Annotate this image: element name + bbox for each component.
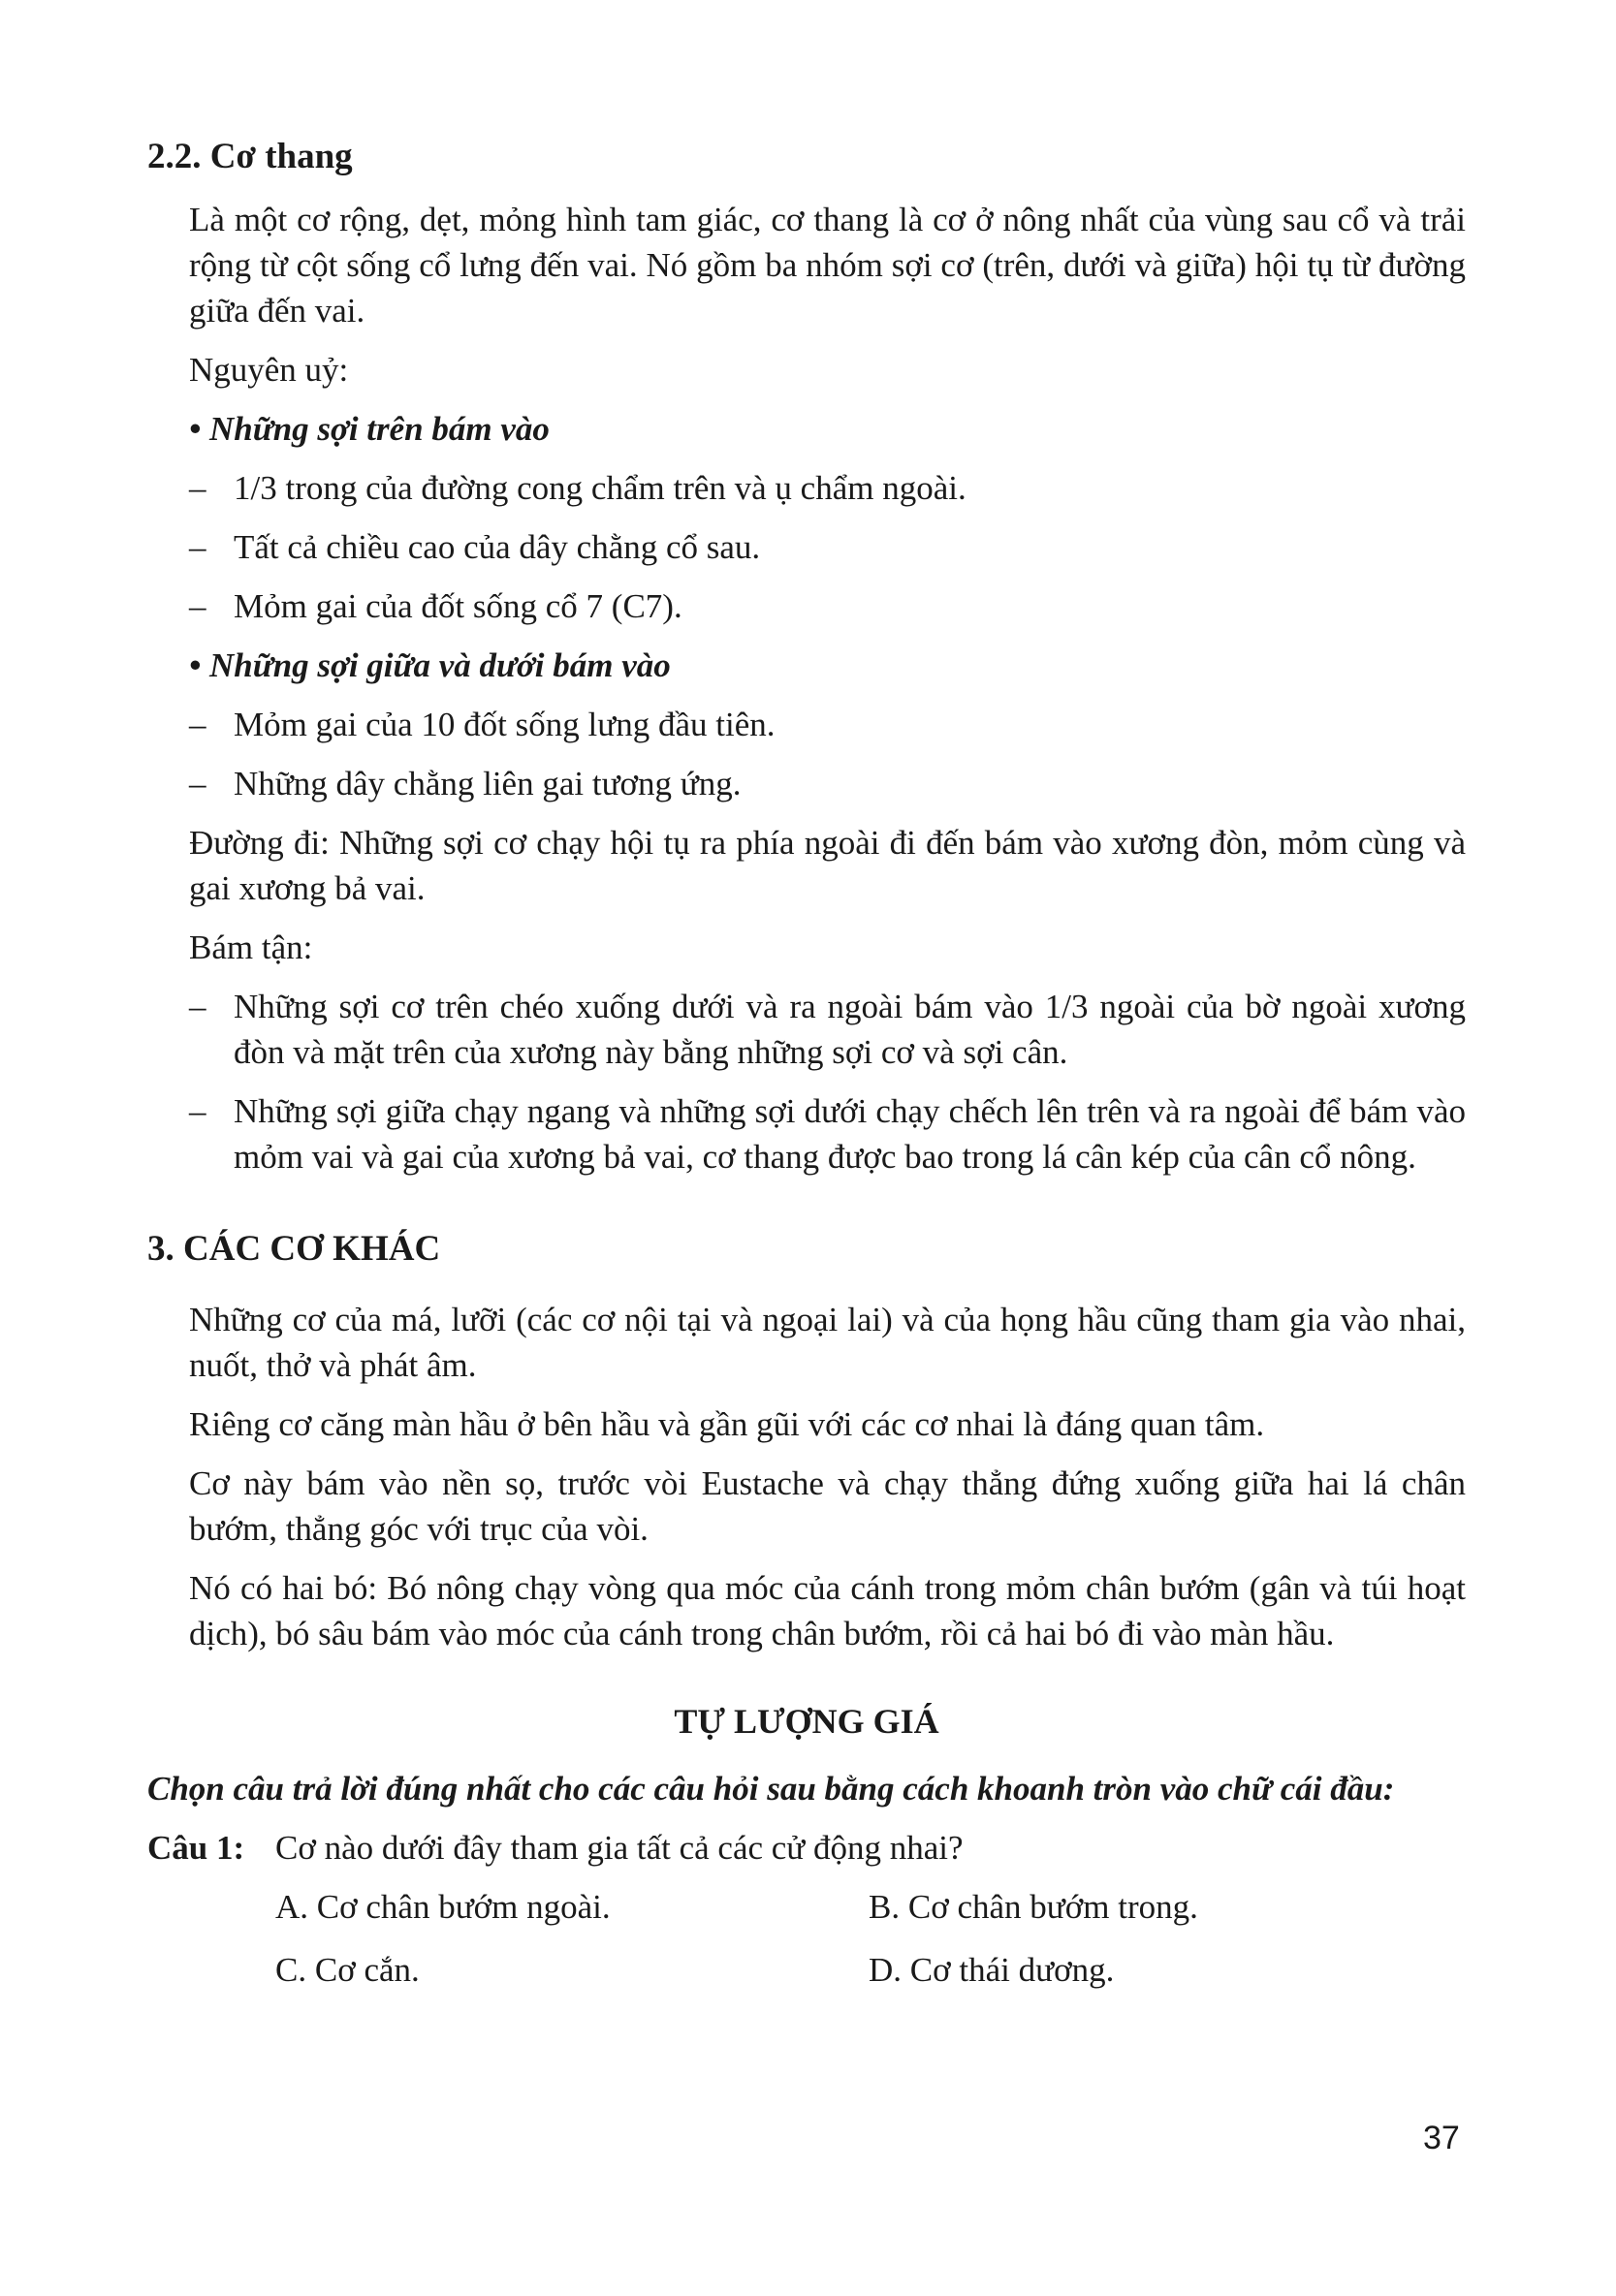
list-item [189,1088,1466,1179]
question-text: Cơ nào dưới đây tham gia tất cả các cử động nhai? [275,1829,964,1867]
dash-marker: – [189,528,206,566]
dash-marker: – [189,587,206,625]
list-item-text: 1/3 trong của đường cong chẩm trên và ụ chẩm ngoài. [234,469,966,507]
option-row [275,1884,1466,1930]
trapezius-body [189,197,1466,393]
paragraph: Riêng cơ căng màn hầu ở bên hầu và gần gũi với các cơ nhai là đáng quan tâm. [189,1405,1265,1443]
option-d[interactable]: D. Cơ thái dương. [869,1951,1115,1989]
dash-marker: – [189,988,206,1025]
other-muscles-body [189,1297,1466,1656]
list-item-text: Mỏm gai của 10 đốt sống lưng đầu tiên. [234,706,776,743]
list-item-text: Những sợi cơ trên chéo xuống dưới và ra ngoài bám vào 1/3 ngoài của bờ ngoài xương đòn và mặt trên của xương này bằng những sợi cơ và sợi cân. [234,988,1466,1071]
option-row [275,1947,1466,1993]
page-number: 37 [1423,2120,1460,2156]
section-heading-trapezius: 2.2. Cơ thang [147,137,353,176]
insertion-label: Bám tận: [189,928,313,966]
trapezius-intro: Là một cơ rộng, dẹt, mỏng hình tam giác, cơ thang là cơ ở nông nhất của vùng sau cổ và trải rộng từ cột sống cổ lưng đến vai. Nó gồm ba nhóm sợi cơ (trên, dưới và giữa) hội tụ từ đường giữa đến vai. [189,201,1466,330]
list-item-text: Những sợi giữa chạy ngang và những sợi dưới chạy chếch lên trên và ra ngoài để bám vào mỏm vai và gai của xương bả vai, cơ thang được bao trong lá cân kép của cân cổ nông. [234,1092,1466,1176]
option-a[interactable]: A. Cơ chân bướm ngoài. [275,1888,611,1926]
self-assessment-heading: TỰ LƯỢNG GIÁ [674,1702,939,1741]
option-c[interactable]: C. Cơ cắn. [275,1951,420,1989]
section-heading-other-muscles: 3. CÁC CƠ KHÁC [147,1229,441,1269]
paragraph: Nó có hai bó: Bó nông chạy vòng qua móc của cánh trong mỏm chân bướm (gân và túi hoạt dịch), bó sâu bám vào móc của cánh trong chân bướm, rồi cả hai bó đi vào màn hầu. [189,1569,1466,1652]
list-item [189,984,1466,1075]
dash-marker: – [189,469,206,507]
list-item [189,761,1466,806]
list-item [189,583,1466,629]
paragraph: Cơ này bám vào nền sọ, trước vòi Eustache và chạy thẳng đứng xuống giữa hai lá chân bướm, thẳng góc với trục của vòi. [189,1464,1466,1548]
course-paragraph: Đường đi: Những sợi cơ chạy hội tụ ra phía ngoài đi đến bám vào xương đòn, mỏm cùng và gai xương bả vai. [189,824,1466,907]
course-block [189,820,1466,970]
page-content [147,134,1466,2010]
dash-marker: – [189,765,206,802]
question-1 [147,1825,1466,1871]
upper-fibers-title: • Những sợi trên bám vào [189,410,550,448]
paragraph: Những cơ của má, lưỡi (các cơ nội tại và ngoại lai) và của họng hầu cũng tham gia vào nhai, nuốt, thở và phát âm. [189,1301,1466,1384]
question-label: Câu 1: [147,1829,245,1867]
dash-marker: – [189,706,206,743]
list-item [189,524,1466,570]
list-item-text: Những dây chằng liên gai tương ứng. [234,765,742,802]
option-b[interactable]: B. Cơ chân bướm trong. [869,1888,1198,1926]
question-1-options [275,1884,1466,1993]
list-item-text: Tất cả chiều cao của dây chằng cổ sau. [234,528,761,566]
list-item-text: Mỏm gai của đốt sống cổ 7 (C7). [234,587,682,625]
dash-marker: – [189,1092,206,1130]
list-item [189,702,1466,747]
origin-label: Nguyên uỷ: [189,351,349,389]
self-assessment-instruction: Chọn câu trả lời đúng nhất cho các câu hỏi sau bằng cách khoanh tròn vào chữ cái đầu: [147,1770,1395,1808]
middle-lower-fibers-title: • Những sợi giữa và dưới bám vào [189,646,671,684]
list-item [189,465,1466,511]
